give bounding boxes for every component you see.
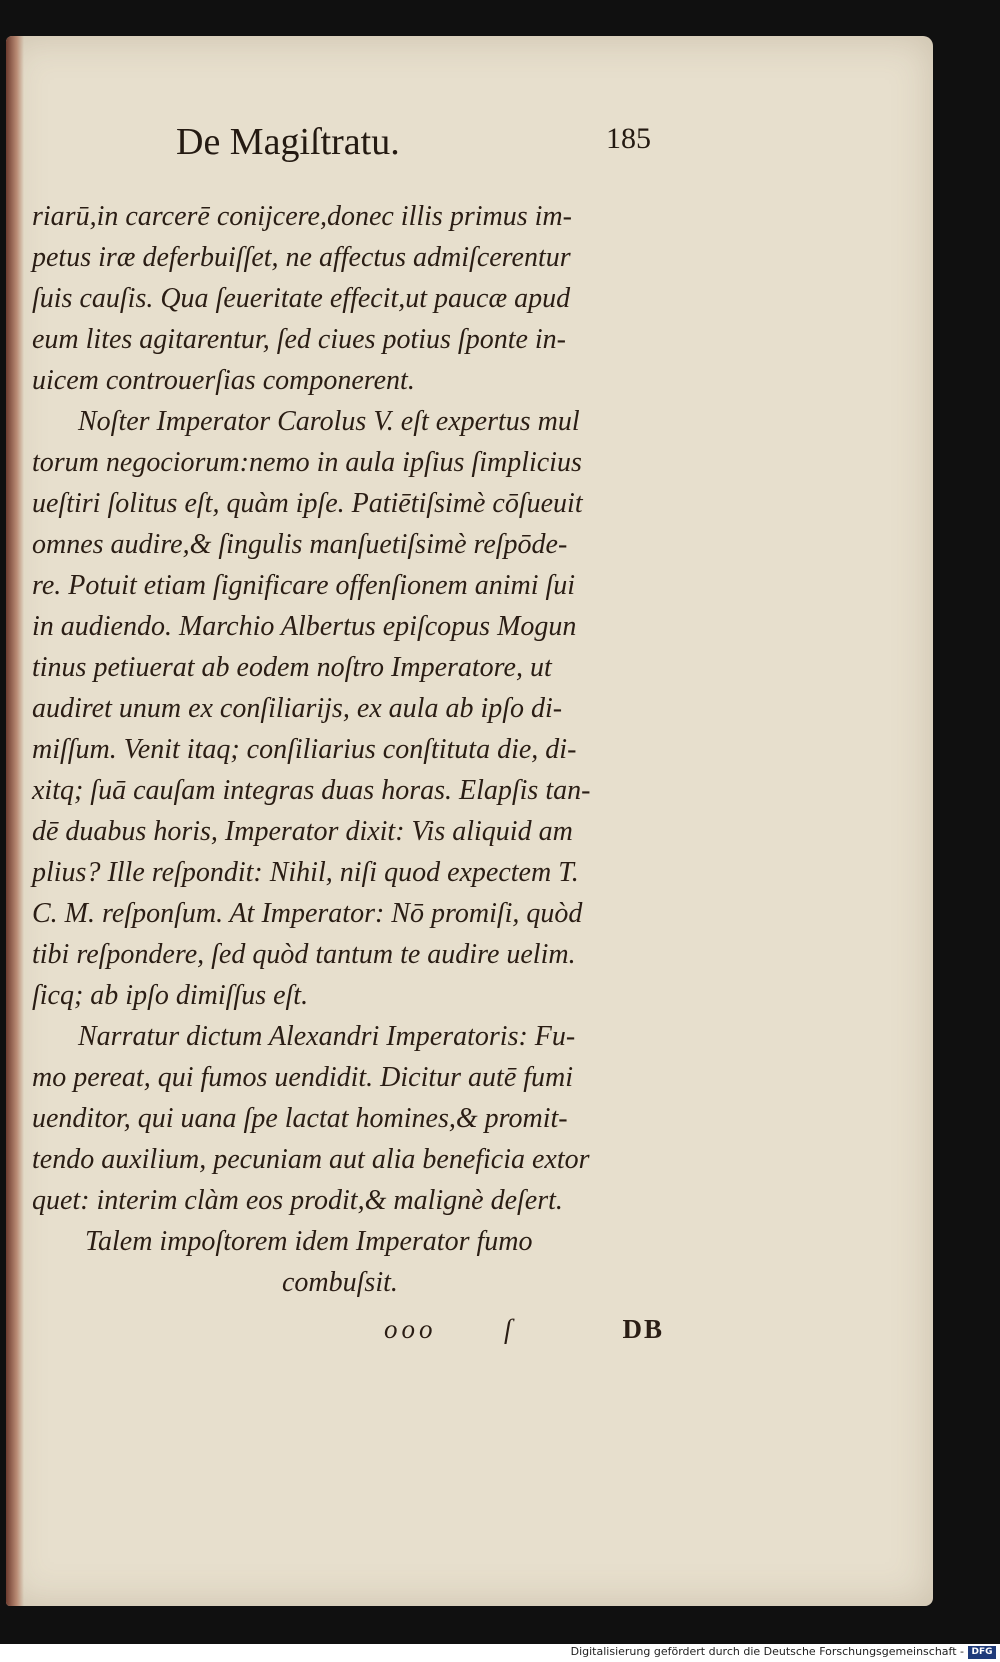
- page-number: 185: [606, 122, 651, 155]
- text-line: tendo auxilium, pecuniam aut alia beneficia extor: [32, 1144, 590, 1175]
- text-line: C. M. reſponſum. At Imperator: Nō promiſi, quòd: [32, 898, 583, 929]
- page-spine-edge: [6, 36, 24, 1606]
- text-line: omnes audire,& ſingulis manſuetiſsimè reſpōde-: [32, 529, 568, 560]
- text-line: quet: interim clàm eos prodit,& malignè deſert.: [32, 1185, 563, 1216]
- text-line: ueſtiri ſolitus eſt, quàm ipſe. Patiētiſsimè cōſueuit: [32, 488, 583, 519]
- dfg-logo: DFG: [968, 1646, 996, 1659]
- text-line: mo pereat, qui fumos uendidit. Dicitur autē fumi: [32, 1062, 574, 1093]
- body-text: [32, 196, 672, 1303]
- page-header: [176, 120, 651, 180]
- catchword: DB: [622, 1314, 664, 1344]
- text-line: plius? Ille reſpondit: Nihil, niſi quod expectem T.: [32, 857, 579, 888]
- text-line: combuſsit.: [282, 1267, 398, 1298]
- footer-credit: Digitalisierung gefördert durch die Deutsche Forschungsgemeinschaft -: [570, 1645, 964, 1658]
- text-line: dē duabus horis, Imperator dixit: Vis aliquid am: [32, 816, 573, 847]
- signature-glyph: ſ: [504, 1314, 512, 1344]
- text-line: ſicq; ab ipſo dimiſſus eſt.: [32, 980, 309, 1011]
- text-line: audiret unum ex conſiliarijs, ex aula ab ipſo di-: [32, 693, 563, 724]
- text-line: uenditor, qui uana ſpe lactat homines,& promit-: [32, 1103, 568, 1134]
- text-line: re. Potuit etiam ſignificare offenſionem animi ſui: [32, 570, 576, 601]
- text-line: miſſum. Venit itaq; conſiliarius conſtituta die, di-: [32, 734, 577, 765]
- text-line: xitq; ſuā cauſam integras duas horas. Elapſis tan-: [32, 775, 591, 806]
- text-line: tinus petiuerat ab eodem noſtro Imperatore, ut: [32, 652, 552, 683]
- text-line: petus iræ deferbuiſſet, ne affectus admiſcerentur: [32, 242, 571, 273]
- running-head: De Magiſtratu.: [176, 121, 400, 163]
- book-page: [6, 36, 933, 1606]
- text-line: Narratur dictum Alexandri Imperatoris: Fu-: [78, 1021, 576, 1052]
- signature-mark: ooo: [384, 1314, 437, 1344]
- footer-bar: [0, 1644, 1000, 1662]
- text-line: uicem controuerſias componerent.: [32, 365, 415, 396]
- text-line: Talem impoſtorem idem Imperator fumo: [85, 1226, 533, 1257]
- text-line: in audiendo. Marchio Albertus epiſcopus Mogun: [32, 611, 577, 642]
- catchline: [384, 1314, 664, 1354]
- text-line: ſuis cauſis. Qua ſeueritate effecit,ut paucæ apud: [32, 283, 571, 314]
- text-line: tibi reſpondere, ſed quòd tantum te audire uelim.: [32, 939, 576, 970]
- text-line: riarū,in carcerē conijcere,donec illis primus im-: [32, 201, 572, 232]
- text-line: eum lites agitarentur, ſed ciues potius ſponte in-: [32, 324, 567, 355]
- text-line: Noſter Imperator Carolus V. eſt expertus mul: [78, 406, 580, 437]
- text-line: torum negociorum:nemo in aula ipſius ſimplicius: [32, 447, 582, 478]
